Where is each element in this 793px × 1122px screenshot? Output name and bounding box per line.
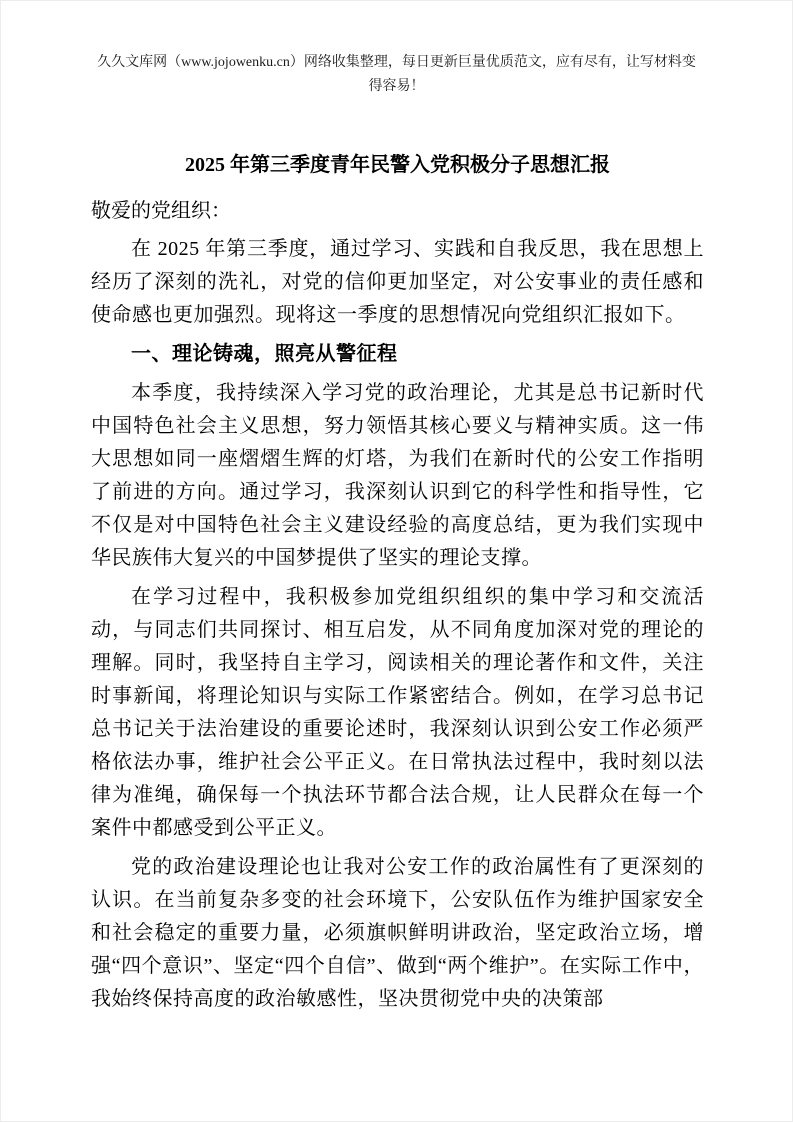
section-heading-1: 一、理论铸魂，照亮从警征程 bbox=[131, 343, 398, 365]
page-header bbox=[97, 51, 697, 99]
paragraph-political-building: 党的政治建设理论也让我对公安工作的政治属性有了更深刻的认识。在当前复杂多变的社会环境下，公安队伍作为维护国家安全和社会稳定的重要力量，必须旗帜鲜明讲政治，坚定政治立场，增强“四个意识”、坚定“四个自信”、做到“两个维护”。在实际工作中，我始终保持高度的政治敏感性，坚决贯彻党中央的决策部 bbox=[91, 856, 704, 1010]
document-title: 2025 年第三季度青年民警入党积极分子思想汇报 bbox=[185, 154, 610, 176]
paragraph-study-process: 在学习过程中，我积极参加党组织组织的集中学习和交流活动，与同志们共同探讨、相互启发，从不同角度加深对党的理论的理解。同时，我坚持自主学习，阅读相关的理论著作和文件，关注时事新闻，将理论知识与实际工作紧密结合。例如，在学习总书记总书记关于法治建设的重要论述时，我深刻认识到公安工作必须严格依法办事，维护社会公平正义。在日常执法过程中，我时刻以法律为准绳，确保每一个执法环节都合法合规，让人民群众在每一个案件中都感受到公平正义。 bbox=[91, 586, 704, 839]
paragraph-theory-study: 本季度，我持续深入学习党的政治理论，尤其是总书记新时代中国特色社会主义思想，努力领悟其核心要义与精神实质。这一伟大思想如同一座熠熠生辉的灯塔，为我们在新时代的公安工作指明了前进的方向。通过学习，我深刻认识到它的科学性和指导性，它不仅是对中国特色社会主义建设经验的高度总结，更为我们实现中华民族伟大复兴的中国梦提供了坚实的理论支撑。 bbox=[91, 382, 704, 569]
salutation: 敬爱的党组织： bbox=[91, 200, 231, 222]
header-watermark-text: 久久文库网（www.jojowenku.cn）网络收集整理，每日更新巨量优质范文，应有尽有，让写材料变得容易！ bbox=[97, 55, 696, 94]
paragraph-intro: 在 2025 年第三季度，通过学习、实践和自我反思，我在思想上经历了深刻的洗礼，对党的信仰更加坚定，对公安事业的责任感和使命感也更加强烈。现将这一季度的思想情况向党组织汇报如下。 bbox=[91, 238, 704, 326]
document-body bbox=[91, 149, 704, 1016]
